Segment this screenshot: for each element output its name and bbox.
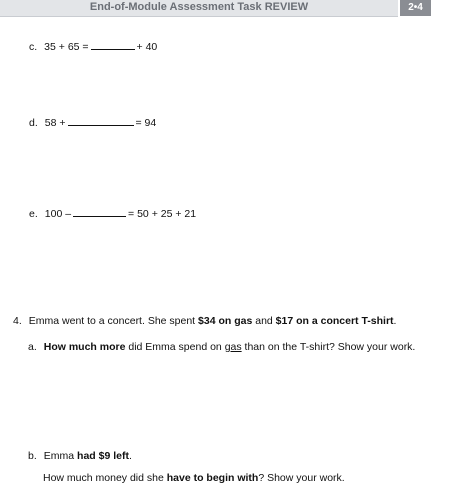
question-4a-bold: How much more: [43, 341, 126, 353]
question-4a: [28, 341, 415, 354]
problem-c-right: + 40: [136, 41, 158, 53]
question-4b: [28, 450, 132, 463]
problem-d-left: 58 +: [44, 117, 66, 129]
answer-blank-c[interactable]: [91, 39, 135, 50]
problem-e-label: e.: [29, 208, 38, 220]
question-4-gas-amount: $34 on gas: [198, 315, 253, 327]
question-4b-line2-bold: have to begin with: [166, 472, 259, 484]
question-4a-text-2: than on the T-shirt? Show your work.: [241, 341, 416, 353]
question-4b-line2-text-1: How much money did she: [43, 472, 167, 484]
problem-d-right: = 94: [135, 117, 157, 129]
page-header-title: End-of-Module Assessment Task REVIEW: [89, 1, 309, 13]
problem-c-label: c.: [29, 41, 38, 53]
question-4-text-1: Emma went to a concert. She spent: [28, 315, 199, 327]
question-4b-bold: had $9 left: [77, 450, 129, 462]
question-4-shirt-amount: $17 on a concert T-shirt: [275, 315, 394, 327]
problem-c: [29, 39, 157, 54]
question-4-text-3: .: [393, 315, 397, 327]
problem-e-left: 100 –: [44, 208, 72, 220]
problem-c-left: 35 + 65 =: [44, 41, 89, 53]
question-4-number: 4.: [13, 315, 22, 327]
problem-e: [29, 206, 196, 221]
question-4a-text-1: did Emma spend on: [125, 341, 225, 353]
module-badge: 2•4: [400, 0, 431, 16]
answer-blank-d[interactable]: [68, 115, 134, 126]
problem-d-label: d.: [29, 117, 38, 129]
question-4: [13, 315, 396, 328]
answer-blank-e[interactable]: [73, 206, 126, 217]
question-4b-text-1: Emma: [43, 450, 78, 462]
problem-e-right: = 50 + 25 + 21: [128, 208, 197, 220]
question-4-text-2: and: [252, 315, 276, 327]
question-4a-label: a.: [28, 341, 37, 353]
question-4b-label: b.: [28, 450, 37, 462]
problem-d: [29, 115, 156, 130]
question-4b-line-2: [43, 472, 345, 485]
question-4a-underlined: gas: [224, 341, 242, 353]
question-4b-text-2: .: [128, 450, 132, 462]
question-4b-line2-text-2: ? Show your work.: [258, 472, 345, 484]
